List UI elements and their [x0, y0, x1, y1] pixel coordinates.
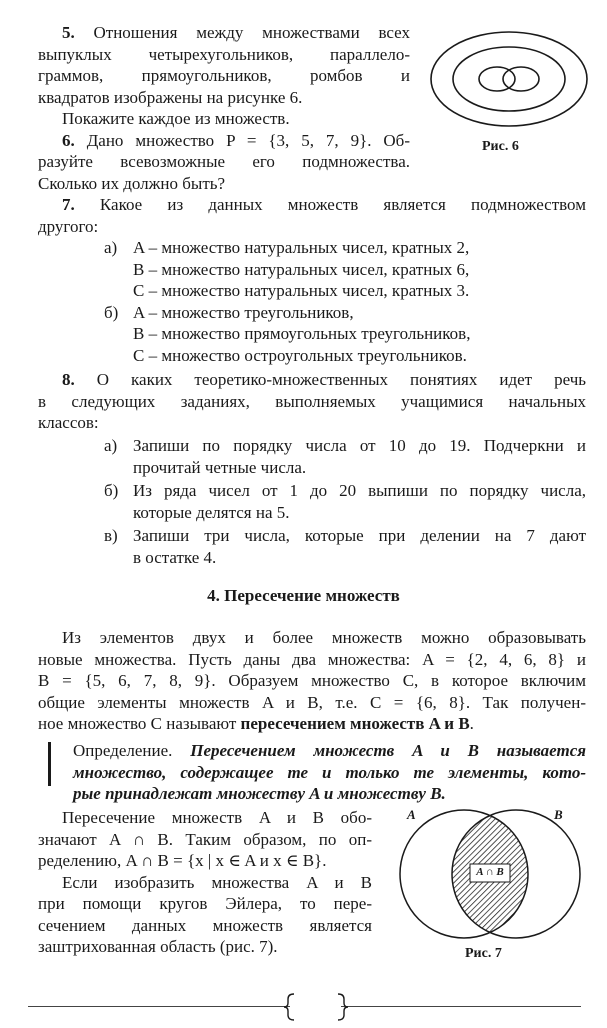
task7-a-line-1: A – множество натуральных чисел, кратных 2,	[133, 238, 470, 257]
para2-line-4: Если изобразить множества A и B	[62, 872, 372, 892]
intro-line-2: новые множества. Пусть даны два множества: A = {2, 4, 6, 8} и	[38, 649, 586, 669]
task7-line-1: 7. Какое из данных множеств является подмножеством	[62, 195, 586, 214]
footer-bracket-ornament	[284, 992, 348, 1022]
definition-line-1: Определение. Пересечением множеств A и B называется	[73, 741, 587, 760]
para2-line-6: сечением данных множеств является	[38, 915, 372, 935]
task8-marker-a: а)	[104, 436, 118, 455]
definition-bar	[48, 742, 51, 786]
task6-line-1: 6. Дано множество P = {3, 5, 7, 9}. Об-	[62, 130, 410, 150]
task8-c-line-2: в остатке 4.	[133, 547, 217, 567]
para2-line-5: при помощи кругов Эйлера, то пере-	[38, 894, 372, 913]
ellipse-convex-quadrilaterals	[431, 32, 587, 126]
intro-line-3: B = {5, 6, 7, 8, 9}. Образуем множество C, в которое включим	[38, 671, 586, 690]
task8-b-line-2: которые делятся на 5.	[133, 502, 290, 522]
figure-7-label-a: A	[407, 807, 416, 822]
task5-line-1: 5. Отношения между множествами всех	[62, 23, 410, 42]
task8-line-2: в следующих заданиях, выполняемых учащимися начальных	[38, 391, 586, 411]
figure-6-nested-ellipses	[428, 28, 590, 130]
task6-line-2: разуйте всевозможные его подмножества.	[38, 152, 410, 171]
task8-a-line-2: прочитай четные числа.	[133, 457, 307, 477]
task5-line-5: Покажите каждое из множеств.	[62, 109, 290, 128]
task5-line-3: граммов, прямоугольников, ромбов и	[38, 66, 410, 85]
task8-marker-c: в)	[104, 526, 118, 545]
task6-number: 6.	[62, 130, 75, 150]
task8-line-1: 8. О каких теоретико-множественных понятиях идет речь	[62, 370, 587, 389]
section-title: 4. Пересечение множеств	[207, 586, 400, 605]
footer-rule-right	[341, 1006, 581, 1007]
task5-line-2: выпуклых четырехугольников, параллело-	[38, 44, 410, 64]
definition-label: Определение.	[73, 741, 173, 760]
task5-line-4: квадратов изображены на рисунке 6.	[38, 87, 303, 107]
para2-line-1: Пересечение множеств A и B обо-	[62, 808, 372, 827]
task7-number: 7.	[62, 195, 75, 214]
intersection-term: пересечением множеств A и B	[240, 714, 470, 733]
para2-line-2: значают A ∩ B. Таким образом, по оп-	[38, 829, 372, 849]
para2-line-3: ределению, A ∩ B = {x | x ∈ A и x ∈ B}.	[38, 851, 327, 870]
task7-a-line-2: B – множество натуральных чисел, кратных 6,	[133, 259, 470, 279]
definition-line-2: множество, содержащее те и только те элементы, кото-	[73, 762, 586, 782]
intro-line-4: общие элементы множеств A и B, т.е. C = {6, 8}. Так получен-	[38, 692, 586, 712]
task8-b-line-1: Из ряда чисел от 1 до 20 выпиши по порядку числа,	[133, 481, 586, 500]
para2-line-7: заштрихованная область (рис. 7).	[38, 937, 278, 956]
task8-line-3: классов:	[38, 413, 99, 432]
figure-6-caption: Рис. 6	[482, 139, 519, 154]
task8-a-line-1: Запиши по порядку числа от 10 до 19. Подчеркни и	[133, 436, 586, 455]
task7-line-2: другого:	[38, 216, 99, 236]
task8-number: 8.	[62, 370, 75, 389]
definition-line-3: рые принадлежат множеству A и множеству B.	[73, 784, 446, 803]
intro-line-1: Из элементов двух и более множеств можно образовывать	[62, 628, 586, 647]
task7-b-line-2: B – множество прямоугольных треугольников,	[133, 324, 471, 343]
ellipse-rhombuses	[503, 67, 539, 91]
task7-marker-b: б)	[104, 302, 119, 322]
task8-c-line-1: Запиши три числа, которые при делении на 7 дают	[133, 526, 586, 545]
footer-rule-left	[28, 1006, 290, 1007]
task7-b-line-3: C – множество остроугольных треугольников.	[133, 345, 467, 365]
task8-marker-b: б)	[104, 481, 119, 500]
task7-a-line-3: C – множество натуральных чисел, кратных 3.	[133, 281, 470, 300]
ellipse-parallelograms	[453, 47, 565, 111]
task6-line-3: Сколько их должно быть?	[38, 173, 226, 193]
task7-marker-a: а)	[104, 238, 118, 257]
intro-line-5: ное множество C называют пересечением множеств A и B.	[38, 714, 474, 733]
task7-b-line-1: A – множество треугольников,	[133, 302, 354, 322]
figure-7-caption: Рис. 7	[465, 946, 502, 961]
figure-7-label-b: B	[554, 807, 563, 822]
task5-number: 5.	[62, 23, 75, 42]
figure-7-intersection-label: A ∩ B	[476, 866, 504, 878]
